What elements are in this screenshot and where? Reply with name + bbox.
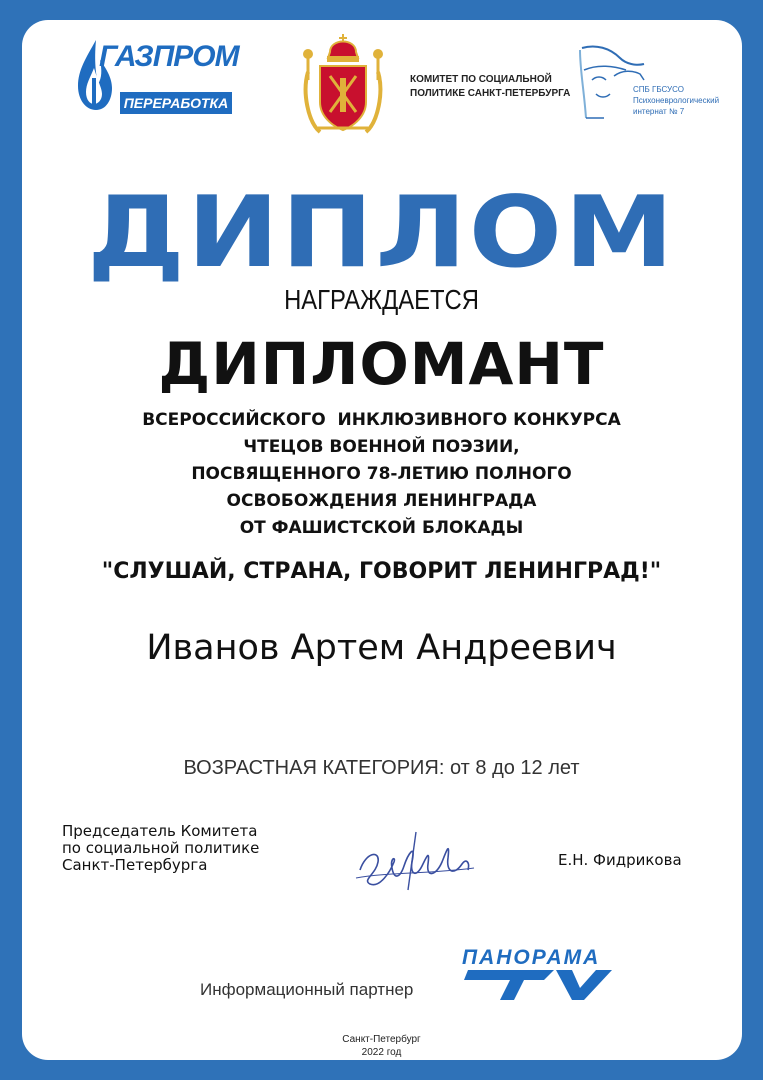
institution-line-2: Психоневрологический [633, 96, 720, 105]
contest-line-2: ЧТЕЦОВ ВОЕННОЙ ПОЭЗИИ, [243, 437, 520, 457]
panorama-tv-logo-art [458, 944, 618, 1002]
committee-line-2: ПОЛИТИКЕ САНКТ-ПЕТЕРБУРГА [410, 88, 571, 99]
age-category: ВОЗРАСТНАЯ КАТЕГОРИЯ: от 8 до 12 лет [183, 757, 580, 779]
contest-line-3: ПОСВЯЩЕННОГО 78-ЛЕТИЮ ПОЛНОГО [191, 464, 572, 484]
city-year [0, 1033, 763, 1059]
committee-label [410, 73, 570, 101]
recipient-name: Иванов Артем Андреевич [146, 628, 617, 668]
footer-city: Санкт-Петербург [342, 1034, 421, 1045]
awarded-label: НАГРАЖДАЕТСЯ [284, 284, 479, 315]
position-line-2: по социальной политике [62, 839, 260, 857]
partner-label: Информационный партнер [200, 980, 414, 999]
contest-line-5: ОТ ФАШИСТСКОЙ БЛОКАДЫ [239, 518, 524, 538]
position-line-1: Председатель Комитета [62, 822, 258, 840]
footer-year: 2022 год [361, 1047, 402, 1058]
institution-line-3: интернат № 7 [633, 107, 685, 116]
gazprom-subtitle: ПЕРЕРАБОТКА [120, 92, 232, 114]
diploma-title: ДИПЛОМ [87, 176, 676, 290]
contest-line-1: ВСЕРОССИЙСКОГО ИНКЛЮЗИВНОГО КОНКУРСА [142, 410, 621, 430]
signer-name: Е.Н. Фидрикова [558, 851, 682, 869]
rank-title: ДИПЛОМАНТ [158, 330, 605, 398]
contest-description [0, 407, 763, 542]
spb-coat-of-arms-icon [300, 32, 386, 136]
handwritten-signature [350, 822, 480, 894]
contest-slogan: "СЛУШАЙ, СТРАНА, ГОВОРИТ ЛЕНИНГРАД!" [101, 559, 662, 584]
signatory-position [62, 823, 259, 874]
institution-line-1: СПБ ГБСУСО [633, 85, 684, 94]
gazprom-name: ГАЗПРОМ [99, 40, 239, 73]
position-line-3: Санкт-Петербурга [62, 856, 208, 874]
contest-line-4: ОСВОБОЖДЕНИЯ ЛЕНИНГРАДА [226, 491, 537, 511]
committee-line-1: КОМИТЕТ ПО СОЦИАЛЬНОЙ [410, 74, 552, 85]
svg-text:ПАНОРАМА: ПАНОРАМА [462, 946, 601, 969]
